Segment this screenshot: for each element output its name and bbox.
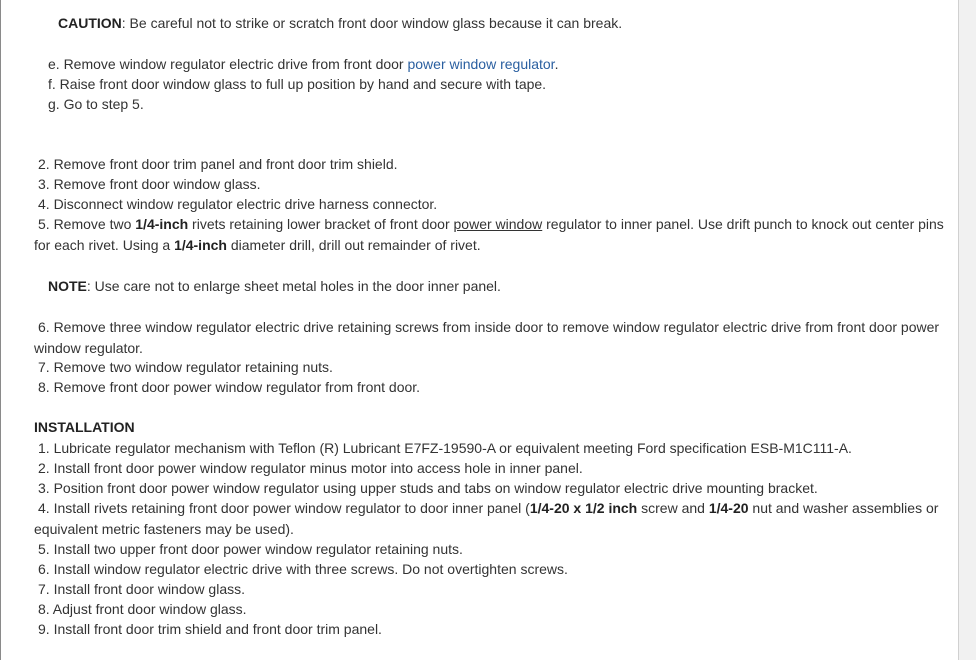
install-step-6: 6. Install window regulator electric drive with three screws. Do not overtighten screws. [38,561,568,577]
substep-e [48,54,558,74]
caution-paragraph [58,13,622,33]
substep-e-text: e. Remove window regulator electric drive from front door [48,56,408,72]
removal-step-2: 2. Remove front door trim panel and front door trim shield. [38,156,398,172]
step-5-bold-b: 1/4-inch [174,236,227,253]
install-4-bold-a: 1/4-20 x 1/2 inch [529,500,638,516]
install-step-3: 3. Position front door power window regulator using upper studs and tabs on window regulator electric drive mounting bracket. [38,480,818,496]
install-step-8: 8. Adjust front door window glass. [38,601,247,617]
power-window-regulator-link[interactable]: power window regulator [407,56,555,72]
caution-label: CAUTION [58,15,122,31]
removal-step-6: 6. Remove three window regulator electric drive retaining screws from inside door to remove window regulator electric drive from front door power window regulator. [34,319,940,356]
substep-e-suffix: . [554,56,559,72]
install-step-1: 1. Lubricate regulator mechanism with Teflon (R) Lubricant E7FZ-19590-A or equivalent meeting Ford specification ESB-M1C111-A. [38,440,852,456]
note-label: NOTE [48,278,87,294]
substep-g: g. Go to step 5. [48,96,144,112]
note-paragraph [48,276,501,296]
removal-step-3: 3. Remove front door window glass. [38,176,261,192]
install-step-7: 7. Install front door window glass. [38,581,245,597]
install-step-5: 5. Install two upper front door power window regulator retaining nuts. [38,541,463,557]
removal-step-4: 4. Disconnect window regulator electric drive harness connector. [38,196,438,212]
step-5-text-c: regulator to inner panel. Use drift punch to knock out center pins for each rivet. Using a [34,216,944,253]
page-left-border [0,0,1,660]
installation-heading-text: INSTALLATION [34,419,135,435]
note-text: : Use care not to enlarge sheet metal holes in the door inner panel. [86,278,501,294]
substep-f: f. Raise front door window glass to full up position by hand and secure with tape. [48,76,547,92]
caution-text: : Be careful not to strike or scratch front door window glass because it can break. [121,15,623,31]
removal-step-8: 8. Remove front door power window regulator from front door. [38,379,421,395]
install-step-2: 2. Install front door power window regulator minus motor into access hole in inner panel. [38,460,583,476]
power-window-link[interactable]: power window [453,216,543,232]
install-4-text-c: nut and washer assemblies or equivalent metric fasteners may be used). [34,500,939,537]
install-4-bold-b: 1/4-20 [708,500,749,516]
install-step-4 [34,498,946,539]
step-5-bold-a: 1/4-inch [135,216,189,232]
install-step-9: 9. Install front door trim shield and front door trim panel. [38,621,382,637]
installation-heading [34,417,135,437]
install-4-text-a: 4. Install rivets retaining front door power window regulator to door inner panel ( [38,500,530,516]
step-5-text-b: rivets retaining lower bracket of front door [188,216,454,232]
removal-step-5 [34,214,946,255]
removal-step-7: 7. Remove two window regulator retaining nuts. [38,359,333,375]
step-5-text-d: diameter drill, drill out remainder of rivet. [226,236,481,253]
install-4-text-b: screw and [637,500,709,516]
step-5-text-a: 5. Remove two [38,216,136,232]
vertical-scrollbar[interactable] [959,0,976,660]
